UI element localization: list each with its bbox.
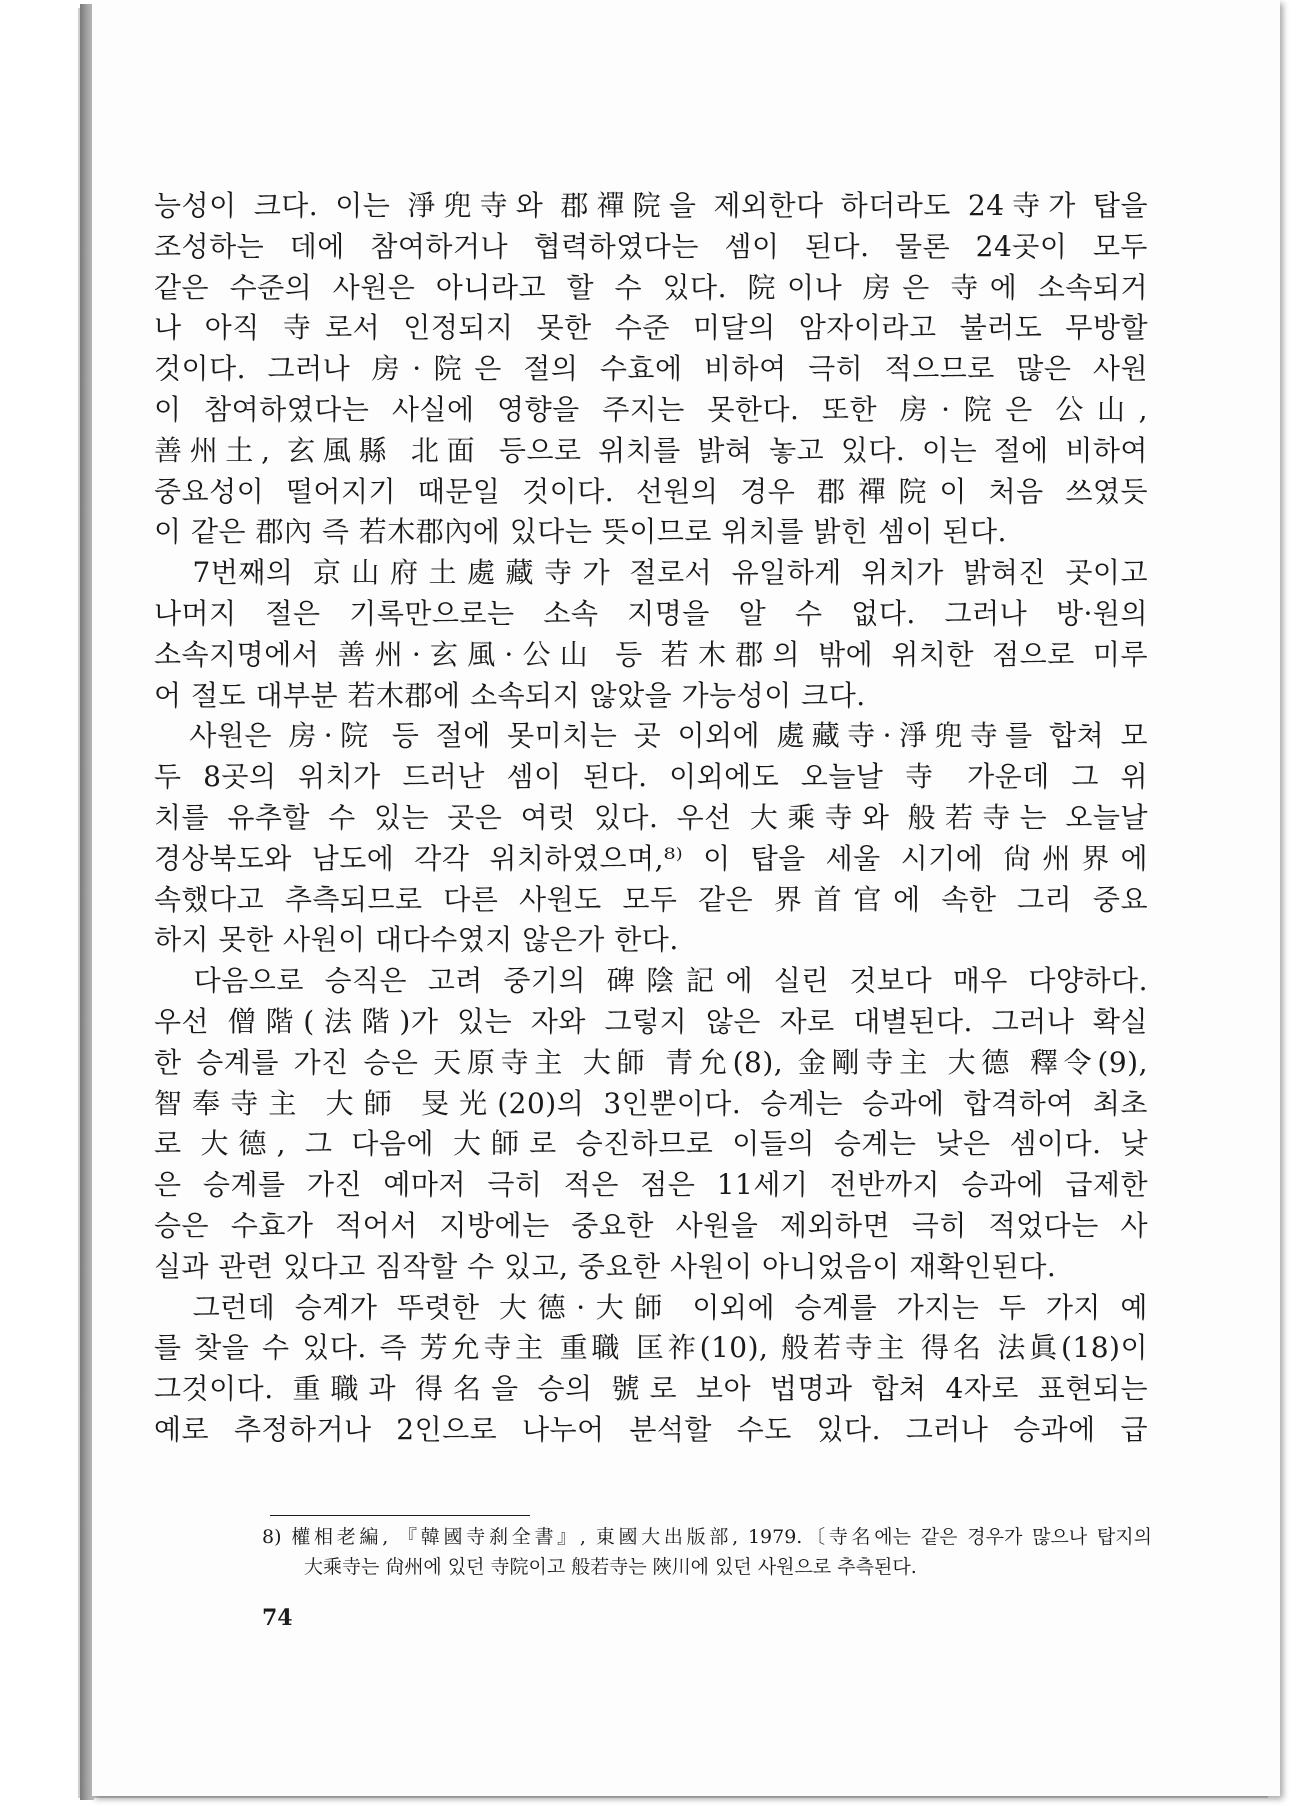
footnotes (262, 1522, 1152, 1582)
text-line: 그것이다. 重職과 得名을 승의 號로 보아 법명과 합쳐 4자로 표현되는 (154, 1372, 1148, 1406)
footnote-line: 8) 權相老編, 『韓國寺刹全書』, 東國大出版部, 1979.〔寺名에는 같은 경우가 많으나 탑지의 (262, 1526, 1152, 1548)
text-line: 사원은 房·院 등 절에 못미치는 곳 이외에 處藏寺·淨兜寺를 합쳐 모 (154, 719, 1148, 753)
text-line: 그런데 승계가 뚜렷한 大德·大師 이외에 승계를 가지는 두 가지 예 (154, 1290, 1148, 1324)
text-line: 7번째의 京山府土處藏寺가 절로서 유일하게 위치가 밝혀진 곳이고 (154, 556, 1148, 590)
text-line: 은 승계를 가진 예마저 극히 적은 점은 11세기 전반까지 승과에 급제한 (154, 1168, 1148, 1202)
text-line: 두 8곳의 위치가 드러난 셈이 된다. 이외에도 오늘날 寺 가운데 그 위 (154, 760, 1148, 794)
footnote-divider (270, 1515, 530, 1516)
text-line: 를 찾을 수 있다. 즉 芳允寺主 重職 匡祚(10), 般若寺主 得名 法眞(18)이 (154, 1331, 1148, 1365)
page-number: 74 (262, 1605, 293, 1631)
text-line: 치를 유추할 수 있는 곳은 여럿 있다. 우선 大乘寺와 般若寺는 오늘날 (154, 800, 1148, 834)
text-line: 이 같은 郡內 즉 若木郡內에 있다는 뜻이므로 위치를 밝힌 셈이 된다. (154, 515, 1007, 549)
text-line: 소속지명에서 善州·玄風·公山 등 若木郡의 밖에 위치한 점으로 미루 (154, 637, 1148, 671)
text-line: 어 절도 대부분 若木郡에 소속되지 않았을 가능성이 크다. (154, 678, 866, 712)
text-line: 조성하는 데에 참여하거나 협력하였다는 셈이 된다. 물론 24곳이 모두 (154, 229, 1148, 263)
text-line: 智奉寺主 大師 旻光(20)의 3인뿐이다. 승계는 승과에 합격하여 최초 (154, 1086, 1148, 1120)
text-line: 우선 僧階(法階)가 있는 자와 그렇지 않은 자로 대별된다. 그러나 확실 (154, 1004, 1148, 1038)
text-line: 다음으로 승직은 고려 중기의 碑陰記에 실린 것보다 매우 다양하다. (154, 964, 1148, 998)
text-line: 이 참여하였다는 사실에 영향을 주지는 못한다. 또한 房·院은 公山, (154, 392, 1148, 426)
body-text (154, 186, 1148, 1451)
text-line: 승은 수효가 적어서 지방에는 중요한 사원을 제외하면 극히 적었다는 사 (154, 1208, 1148, 1242)
text-line: 로 大德, 그 다음에 大師로 승진하므로 이들의 승계는 낮은 셈이다. 낮 (154, 1127, 1148, 1161)
text-line: 경상북도와 남도에 각각 위치하였으며,⁸⁾ 이 탑을 세울 시기에 尙州界에 (154, 841, 1148, 875)
text-line: 善州土, 玄風縣 北面 등으로 위치를 밝혀 놓고 있다. 이는 절에 비하여 (154, 433, 1148, 467)
footnote-line: 大乘寺는 尙州에 있던 寺院이고 般若寺는 陜川에 있던 사원으로 추측된다. (304, 1556, 917, 1578)
text-line: 같은 수준의 사원은 아니라고 할 수 있다. 院이나 房은 寺에 소속되거 (154, 270, 1148, 304)
text-line: 실과 관련 있다고 짐작할 수 있고, 중요한 사원이 아니었음이 재확인된다. (154, 1249, 1057, 1283)
text-line: 속했다고 추측되므로 다른 사원도 모두 같은 界首官에 속한 그리 중요 (154, 882, 1148, 916)
text-line: 중요성이 떨어지기 때문일 것이다. 선원의 경우 郡禪院이 처음 쓰였듯 (154, 474, 1148, 508)
text-line: 나 아직 寺로서 인정되지 못한 수준 미달의 암자이라고 불러도 무방할 (154, 311, 1148, 345)
text-line: 하지 못한 사원이 대다수였지 않은가 한다. (154, 923, 679, 957)
text-line: 한 승계를 가진 승은 天原寺主 大師 青允(8), 金剛寺主 大德 釋令(9), (154, 1045, 1148, 1079)
text-line: 능성이 크다. 이는 淨兜寺와 郡禪院을 제외한다 하더라도 24寺가 탑을 (154, 189, 1148, 222)
text-line: 예로 추정하거나 2인으로 나누어 분석할 수도 있다. 그러나 승과에 급 (154, 1412, 1148, 1446)
text-line: 것이다. 그러나 房·院은 절의 수효에 비하여 극히 적으므로 많은 사원 (154, 352, 1148, 386)
text-line: 나머지 절은 기록만으로는 소속 지명을 알 수 없다. 그러나 방·원의 (154, 596, 1148, 630)
